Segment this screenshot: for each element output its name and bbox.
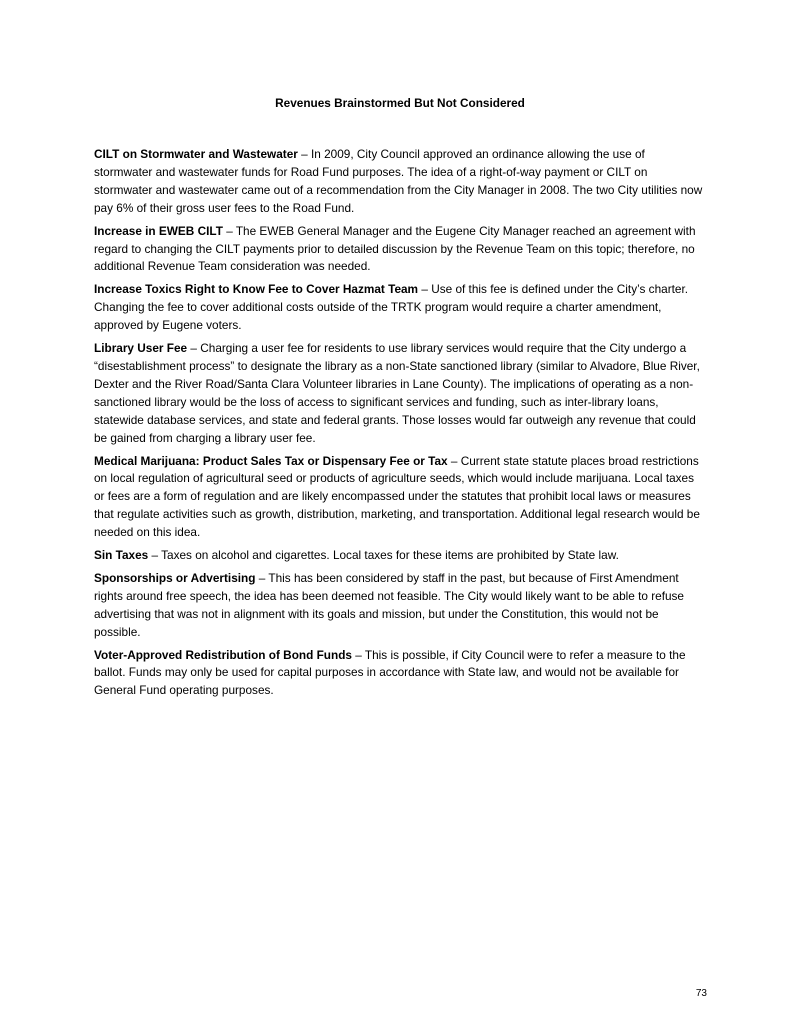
entry-term: Library User Fee: [94, 341, 188, 356]
entry-text: Use of this fee is defined under the City’s charter. Changing the fee to cover additional costs outside of the TRTK program would require a charter amendment, approved by Eugene voters.: [94, 282, 689, 333]
entry-text: This is possible, if City Council were to refer a measure to the ballot. Funds may only be used for capital purposes in accordance with State law, and would not be available for General Fund operating purposes.: [94, 647, 686, 698]
entry-term: Medical Marijuana: Product Sales Tax or Dispensary Fee or Tax: [94, 453, 448, 468]
entry-term: Increase in EWEB CILT: [94, 223, 223, 238]
entry-sin-taxes: [94, 547, 706, 565]
entry-term: Voter-Approved Redistribution of Bond Funds: [94, 647, 352, 662]
entry-text: Charging a user fee for residents to use library services would require that the City undergo a “disestablishment process” to designate the library as a non-State sanctioned library (similar to Alvadore, Blue River, Dexter and the River Road/Santa Clara Volunteer libraries in Lane County). The implications of operating as a non-sanctioned library would be the loss of access to significant services and funding, such as inter-library loans, statewide database services, and state and federal grants. Those losses would far outweigh any revenue that could be gained from charging a library user fee.: [94, 341, 700, 445]
entry-text: This has been considered by staff in the past, but because of First Amendment rights around free speech, the idea has been deemed not feasible. The City would likely want to be able to refuse advertising that was not in alignment with its goals and mission, but under the Constitution, this would not be possible.: [94, 570, 684, 639]
entry-separator: –: [255, 570, 269, 585]
entries-list: [94, 146, 706, 705]
entry-sponsorships: [94, 570, 706, 642]
entry-term: CILT on Stormwater and Wastewater: [94, 147, 298, 161]
entry-separator: –: [351, 647, 365, 662]
entry-text: Taxes on alcohol and cigarettes. Local taxes for these items are prohibited by State law.: [161, 548, 619, 563]
entry-separator: –: [187, 341, 201, 356]
entry-separator: –: [297, 147, 311, 161]
entry-term: Sponsorships or Advertising: [94, 570, 256, 585]
entry-text: In 2009, City Council approved an ordinance allowing the use of stormwater and wastewater funds for Road Fund purposes. The idea of a right-of-way payment or CILT on stormwater and wastewater came out of a recommendation from the City Manager in 2008. The two City utilities now pay 6% of their gross user fees to the Road Fund.: [94, 147, 703, 215]
entry-medical-marijuana: [94, 453, 706, 543]
entry-separator: –: [222, 223, 236, 238]
entry-text: Current state statute places broad restrictions on local regulation of agricultural seed or products of agriculture seeds, which would include marijuana. Local taxes or fees are a form of regulation and are likely encompassed under the statutes that prohibit local laws or measures that regulate activities such as growth, distribution, marketing, and transportation. Additional legal research would be needed on this idea.: [94, 453, 700, 540]
entry-toxics-fee: [94, 281, 706, 335]
entry-eweb-cilt: [94, 223, 706, 277]
entry-text: The EWEB General Manager and the Eugene City Manager reached an agreement with regard to changing the CILT payments prior to detailed discussion by the Revenue Team on this topic; therefore, no additional Revenue Team consideration was needed.: [94, 223, 696, 274]
entry-bond-funds: [94, 647, 706, 701]
entry-library-fee: [94, 340, 706, 447]
entry-cilt-stormwater: [94, 146, 706, 218]
entry-term: Increase Toxics Right to Know Fee to Cover Hazmat Team: [94, 282, 419, 297]
entry-separator: –: [418, 282, 432, 297]
page-number: 73: [695, 988, 707, 999]
entry-separator: –: [148, 548, 162, 563]
page-title: Revenues Brainstormed But Not Considered: [275, 96, 525, 110]
entry-term: Sin Taxes: [94, 548, 149, 563]
entry-separator: –: [447, 453, 461, 468]
